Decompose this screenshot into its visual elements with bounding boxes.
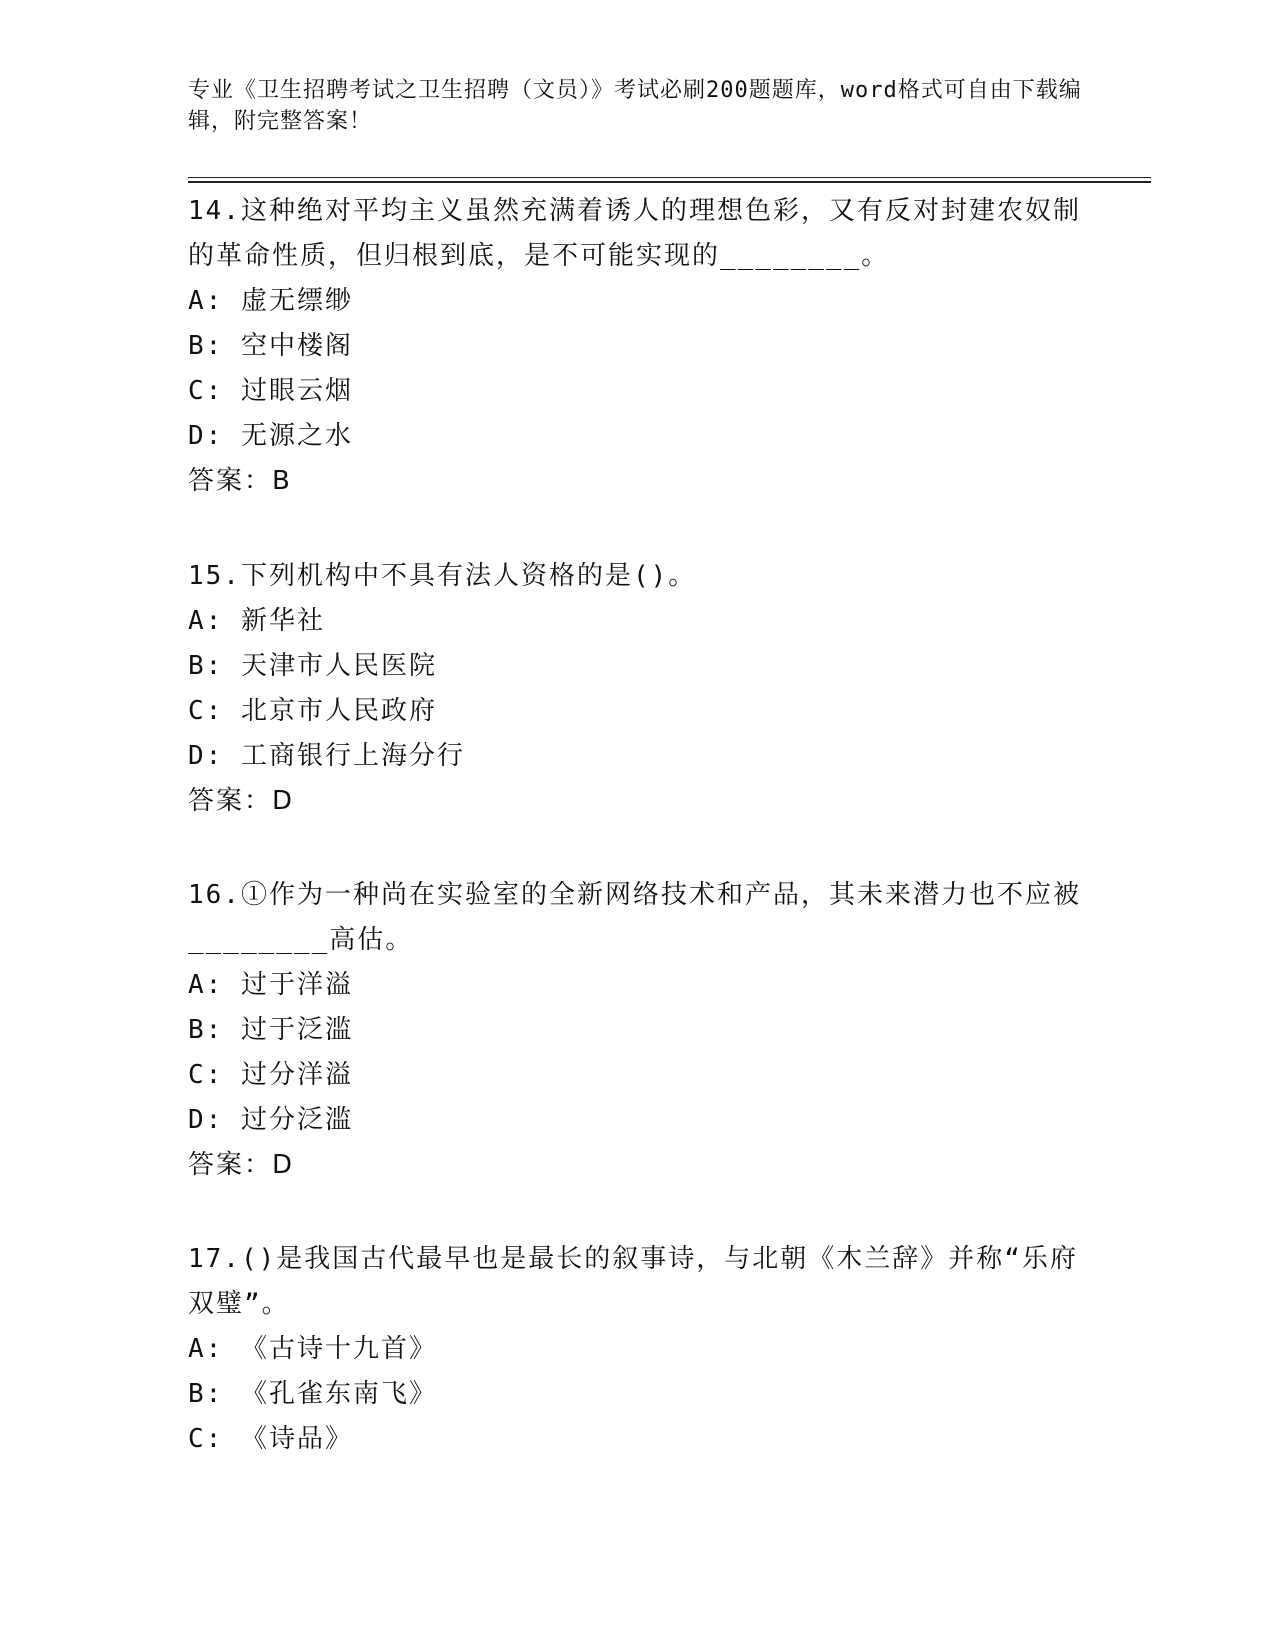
header-divider-thin [188,177,1151,178]
option-b: B: 过于泛滥 [188,1015,353,1045]
option-c: C: 《诗品》 [188,1424,353,1454]
question-text: 15.下列机构中不具有法人资格的是()。 [188,561,697,591]
option-a: A: 《古诗十九首》 [188,1334,437,1364]
header-divider-thick [188,181,1151,183]
option-a: A: 新华社 [188,606,325,636]
option-d: D: 过分泛滥 [188,1105,353,1135]
option-a: A: 过于洋溢 [188,970,353,1000]
question-16 [188,873,1088,1188]
option-c: C: 北京市人民政府 [188,696,437,726]
option-c: C: 过眼云烟 [188,376,353,406]
option-b: B: 《孔雀东南飞》 [188,1379,437,1409]
option-a: A: 虚无缥缈 [188,286,353,316]
question-14 [188,189,1088,504]
option-b: B: 天津市人民医院 [188,651,437,681]
question-text: 14.这种绝对平均主义虽然充满着诱人的理想色彩，又有反对封建农奴制的革命性质，但归根到底，是不可能实现的________。 [188,196,1081,271]
option-c: C: 过分洋溢 [188,1060,353,1090]
question-text: 16.①作为一种尚在实验室的全新网络技术和产品，其未来潜力也不应被________高估。 [188,880,1081,955]
answer: 答案：D [188,786,295,816]
answer: 答案：D [188,1150,295,1180]
question-17 [188,1237,1088,1462]
answer: 答案：B [188,466,292,496]
option-b: B: 空中楼阁 [188,331,353,361]
option-d: D: 无源之水 [188,421,353,451]
document-header: 专业《卫生招聘考试之卫生招聘（文员）》考试必刷200题题库，word格式可自由下载编辑，附完整答案！ [188,78,1082,134]
question-text: 17.()是我国古代最早也是最长的叙事诗，与北朝《木兰辞》并称“乐府双璧”。 [188,1244,1078,1319]
option-d: D: 工商银行上海分行 [188,741,465,771]
question-15 [188,554,1088,824]
